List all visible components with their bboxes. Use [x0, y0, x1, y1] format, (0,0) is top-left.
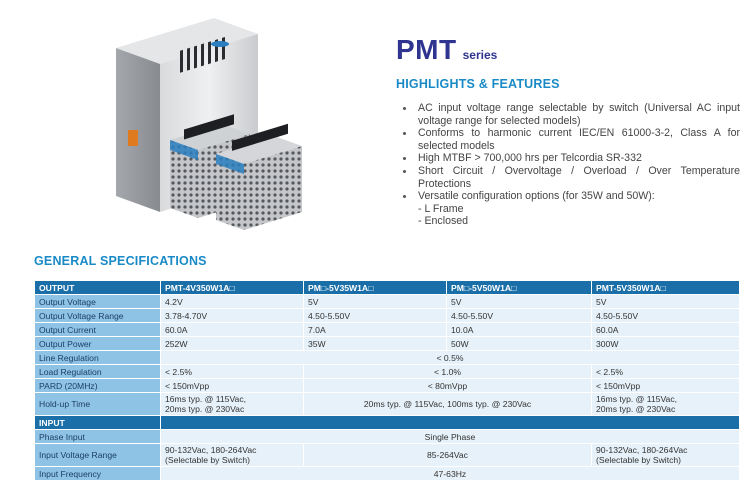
cell-line: 90-132Vac, 180-264Vac: [596, 445, 688, 455]
cell: 60.0A: [161, 323, 304, 337]
output-header: OUTPUT: [35, 281, 161, 295]
cell: 35W: [304, 337, 447, 351]
row-label: PARD (20MHz): [35, 379, 161, 393]
spec-table: [34, 280, 740, 481]
table-row: [35, 430, 740, 444]
series-title: [396, 34, 497, 66]
row-label: Load Regulation: [35, 365, 161, 379]
cell: 4.50-5.50V: [304, 309, 447, 323]
table-row: [35, 365, 740, 379]
cell: [592, 393, 740, 416]
cell: 5V: [447, 295, 592, 309]
input-header: INPUT: [35, 416, 161, 430]
cell: 7.0A: [304, 323, 447, 337]
cell: 4.50-5.50V: [592, 309, 740, 323]
cell: 3.78-4.70V: [161, 309, 304, 323]
row-label: Phase Input: [35, 430, 161, 444]
cell: < 1.0%: [304, 365, 592, 379]
model-header: PM□-5V35W1A□: [304, 281, 447, 295]
table-row: [35, 323, 740, 337]
cell: < 150mVpp: [161, 379, 304, 393]
cell: 4.50-5.50V: [447, 309, 592, 323]
cell: [161, 444, 304, 467]
row-label: Input Voltage Range: [35, 444, 161, 467]
table-row: [35, 309, 740, 323]
cell: 300W: [592, 337, 740, 351]
cell-line: (Selectable by Switch): [165, 455, 251, 465]
cell: 47-63Hz: [161, 467, 740, 481]
row-label: Output Current: [35, 323, 161, 337]
row-label: Hold-up Time: [35, 393, 161, 416]
row-label: Output Power: [35, 337, 161, 351]
cell: < 2.5%: [161, 365, 304, 379]
features-list: [400, 102, 740, 228]
cell: 252W: [161, 337, 304, 351]
cell: 5V: [304, 295, 447, 309]
cell: 4.2V: [161, 295, 304, 309]
table-header-row: [35, 281, 740, 295]
series-suffix: series: [462, 48, 498, 62]
table-row: [35, 295, 740, 309]
row-label: Input Frequency: [35, 467, 161, 481]
row-label: Output Voltage: [35, 295, 161, 309]
cell-line: (Selectable by Switch): [596, 455, 682, 465]
table-row: [35, 351, 740, 365]
feature-item: AC input voltage range selectable by switch (Universal AC input voltage range for selected models): [400, 102, 740, 127]
cell: [592, 444, 740, 467]
table-row: [35, 393, 740, 416]
cell-line: 16ms typ. @ 115Vac,: [165, 394, 247, 404]
cell: < 80mVpp: [304, 379, 592, 393]
feature-item: Conforms to harmonic current IEC/EN 61000-3-2, Class A for selected models: [400, 127, 740, 152]
feature-sub-item: - L Frame: [418, 202, 464, 215]
highlights-title: HIGHLIGHTS & FEATURES: [396, 77, 560, 91]
cell: < 0.5%: [161, 351, 740, 365]
table-row: [35, 379, 740, 393]
table-row: [35, 337, 740, 351]
cell: < 2.5%: [592, 365, 740, 379]
cell: 20ms typ. @ 115Vac, 100ms typ. @ 230Vac: [304, 393, 592, 416]
cell-line: 16ms typ. @ 115Vac,: [596, 394, 678, 404]
cell: 85-264Vac: [304, 444, 592, 467]
feature-item: Short Circuit / Overvoltage / Overload / Over Temperature Protections: [400, 165, 740, 190]
section-header-row: [35, 416, 740, 430]
cell: 10.0A: [447, 323, 592, 337]
series-name: PMT: [396, 34, 457, 65]
section-header-fill: [161, 416, 740, 430]
model-header: PMT-4V350W1A□: [161, 281, 304, 295]
model-header: PMT-5V350W1A□: [592, 281, 740, 295]
table-row: [35, 467, 740, 481]
product-photo: [104, 12, 344, 234]
cell: [161, 393, 304, 416]
cell: 50W: [447, 337, 592, 351]
cell-line: 20ms typ. @ 230Vac: [596, 404, 676, 414]
cell: 60.0A: [592, 323, 740, 337]
cell: < 150mVpp: [592, 379, 740, 393]
feature-item-text: Versatile configuration options (for 35W and 50W):: [418, 190, 655, 203]
row-label: Line Regulation: [35, 351, 161, 365]
cell: 5V: [592, 295, 740, 309]
model-header: PM□-5V50W1A□: [447, 281, 592, 295]
row-label: Output Voltage Range: [35, 309, 161, 323]
feature-item: [400, 190, 740, 228]
cell-line: 20ms typ. @ 230Vac: [165, 404, 245, 414]
cell-line: 90-132Vac, 180-264Vac: [165, 445, 257, 455]
table-row: [35, 444, 740, 467]
feature-sub-item: - Enclosed: [418, 215, 469, 228]
cell: Single Phase: [161, 430, 740, 444]
feature-item: High MTBF > 700,000 hrs per Telcordia SR-332: [400, 152, 740, 165]
general-specs-title: GENERAL SPECIFICATIONS: [34, 254, 207, 268]
